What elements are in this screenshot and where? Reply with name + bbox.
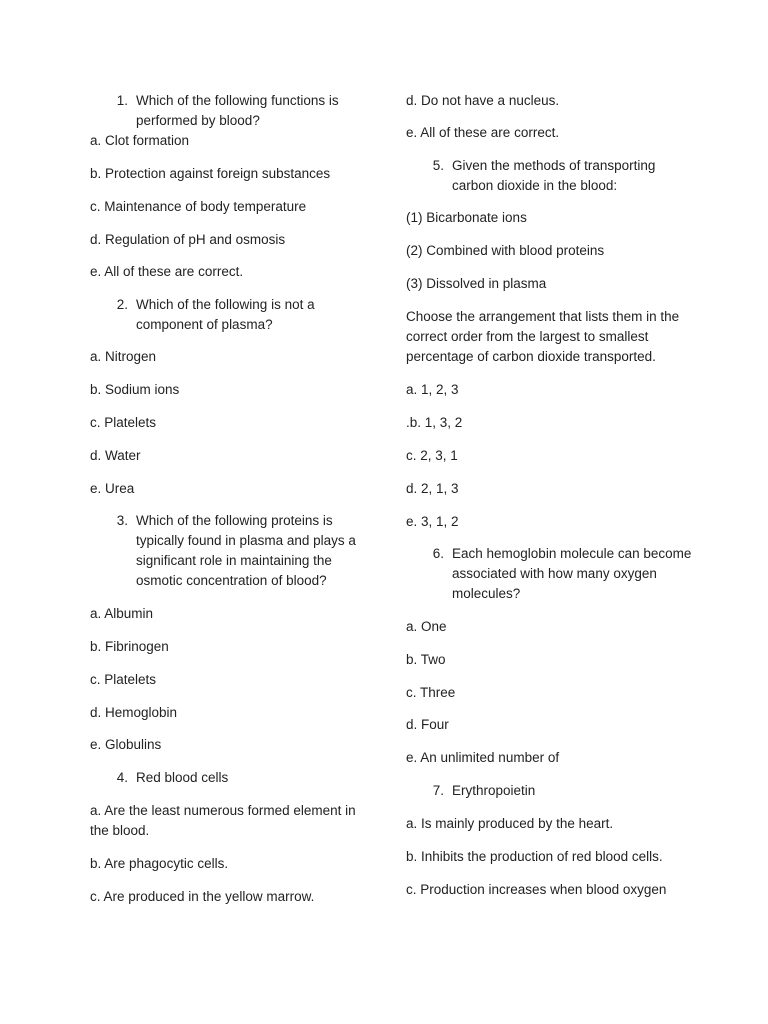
question-number: 1. (116, 93, 128, 108)
question-6 (406, 544, 696, 604)
answer-option: a. Albumin (90, 606, 154, 621)
answer-option: b. Are phagocytic cells. (90, 856, 229, 871)
answer-option: e. 3, 1, 2 (406, 514, 459, 529)
answer-option: a. Clot formation (90, 133, 190, 148)
question-7 (406, 781, 696, 801)
answer-option: a. 1, 2, 3 (406, 382, 459, 397)
list-item: (2) Combined with blood proteins (406, 243, 605, 258)
question-text: Red blood cells (136, 770, 229, 785)
question-1 (90, 91, 375, 131)
answer-option: a. One (406, 619, 447, 634)
question-number: 4. (116, 770, 128, 785)
question-number: 3. (116, 513, 128, 528)
question-text: Given the methods of transporting carbon dioxide in the blood: (452, 158, 656, 193)
question-4 (90, 768, 375, 788)
answer-option: e. Urea (90, 481, 135, 496)
answer-option: d. 2, 1, 3 (406, 481, 459, 496)
answer-option: c. Platelets (90, 672, 157, 687)
question-text: Which of the following is not a component of plasma? (136, 297, 315, 332)
answer-option: d. Water (90, 448, 141, 463)
list-item: (1) Bicarbonate ions (406, 210, 527, 225)
answer-option: c. Maintenance of body temperature (90, 199, 307, 214)
question-number: 6. (432, 546, 444, 561)
answer-option: b. Two (406, 652, 446, 667)
answer-option: b. Fibrinogen (90, 639, 169, 654)
question-number: 2. (116, 297, 128, 312)
answer-option: e. All of these are correct. (406, 125, 560, 140)
answer-option: d. Hemoglobin (90, 705, 178, 720)
answer-option: c. 2, 3, 1 (406, 448, 458, 463)
answer-option: e. An unlimited number of (406, 750, 560, 765)
question-text: Erythropoietin (452, 783, 536, 798)
answer-option: e. All of these are correct. (90, 264, 244, 279)
answer-option: c. Production increases when blood oxygen (406, 882, 667, 897)
question-prompt: Choose the arrangement that lists them in the correct order from the largest to smallest percentage of carbon dioxide transported. (406, 309, 680, 364)
answer-option: c. Are produced in the yellow marrow. (90, 889, 315, 904)
question-3 (90, 511, 375, 591)
question-text: Which of the following proteins is typically found in plasma and plays a significant role in maintaining the osmotic concentration of blood? (136, 513, 356, 588)
question-5 (406, 156, 696, 196)
answer-option: d. Regulation of pH and osmosis (90, 232, 286, 247)
answer-option: a. Are the least numerous formed element in the blood. (90, 803, 356, 838)
question-2 (90, 295, 375, 335)
question-text: Each hemoglobin molecule can become associated with how many oxygen molecules? (452, 546, 692, 601)
answer-option: d. Four (406, 717, 449, 732)
question-text: Which of the following functions is performed by blood? (136, 93, 339, 128)
answer-option: e. Globulins (90, 737, 162, 752)
answer-option: a. Is mainly produced by the heart. (406, 816, 614, 831)
answer-option: b. Inhibits the production of red blood cells. (406, 849, 663, 864)
right-column (406, 91, 696, 900)
left-column (90, 91, 375, 907)
answer-option: b. Sodium ions (90, 382, 180, 397)
answer-option: c. Three (406, 685, 456, 700)
answer-option: .b. 1, 3, 2 (406, 415, 463, 430)
answer-option: a. Nitrogen (90, 349, 157, 364)
answer-option: b. Protection against foreign substances (90, 166, 331, 181)
list-item: (3) Dissolved in plasma (406, 276, 547, 291)
answer-option: c. Platelets (90, 415, 157, 430)
question-number: 5. (432, 158, 444, 173)
answer-option: d. Do not have a nucleus. (406, 93, 560, 108)
question-number: 7. (432, 783, 444, 798)
